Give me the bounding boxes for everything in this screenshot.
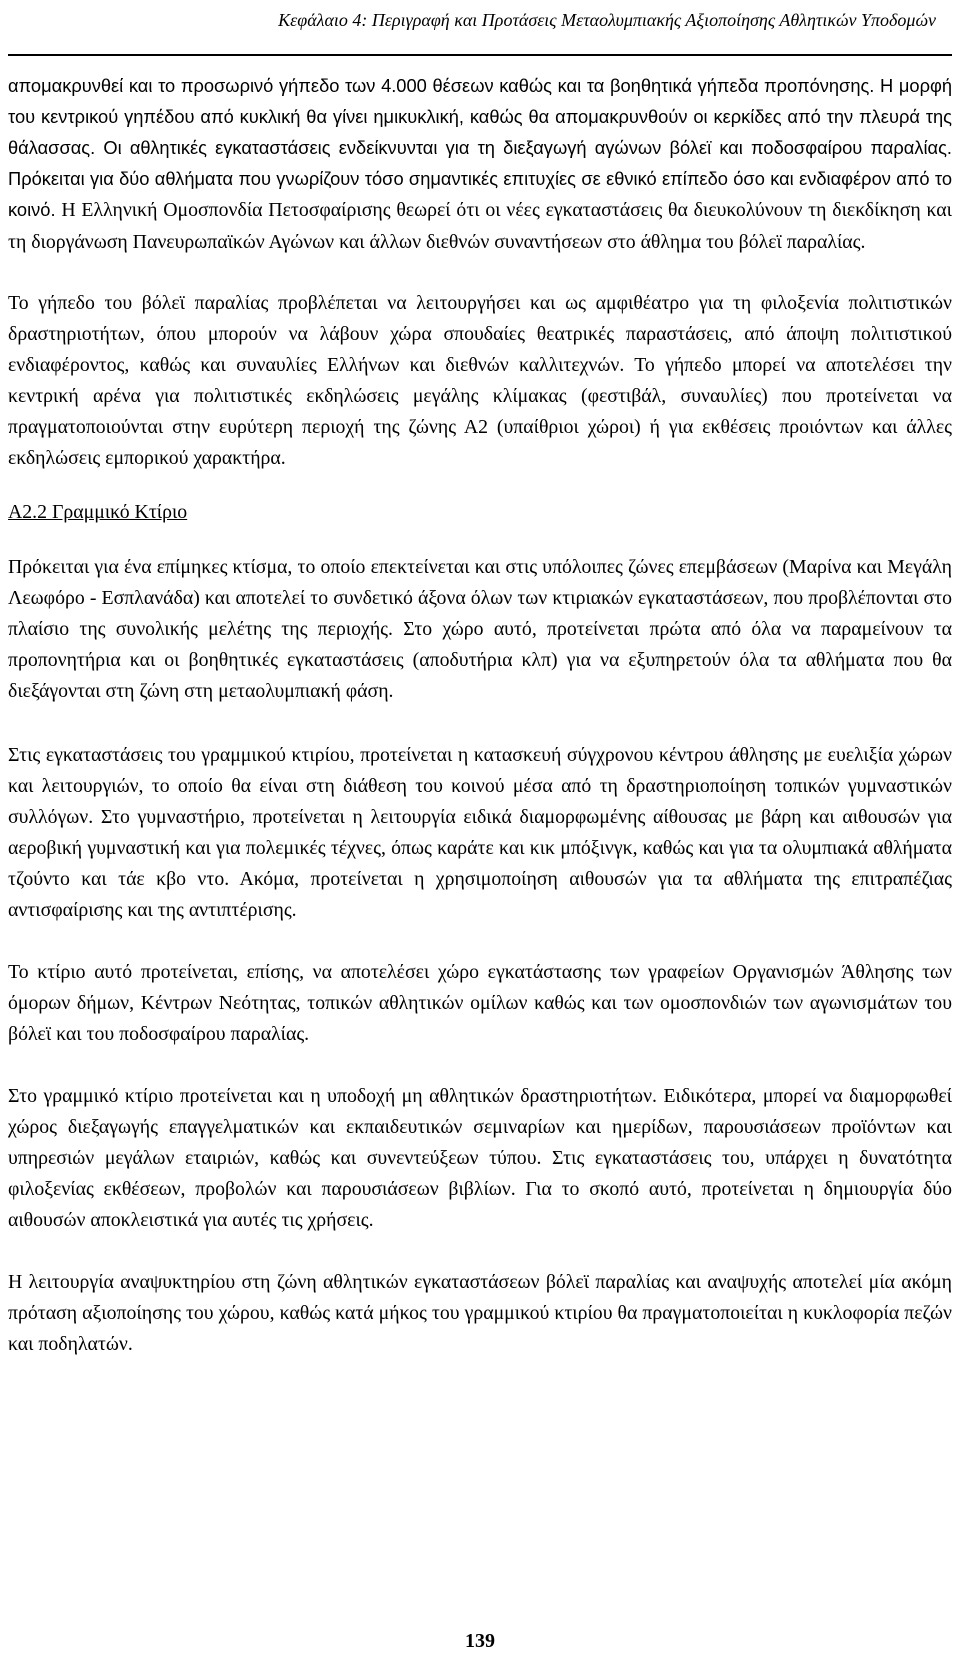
paragraph-linear-building: Πρόκειται για ένα επίμηκες κτίσμα, το οποίο επεκτείνεται και στις υπόλοιπες ζώνες επεμβάσεων (Μαρίνα και Μεγάλη Λεωφόρο - Εσπλανάδα) και αποτελεί το συνδετικό άξονα όλων των κτιριακών εγκαταστάσεων, που προβλέπονται στο πλαίσιο της συνολικής μελέτης της περιοχής. Στο χώρο αυτό, προτείνεται πρώτα από όλα να παραμείνουν τα προπονητήρια και οι βοηθητικές εγκαταστάσεις (αποδυτήρια κλπ) για να εξυπηρετούν όλα τα αθλήματα που θα διεξάγονται στη ζώνη στη μεταολυμπιακή φάση. (8, 556, 952, 702)
page-number: 139 (465, 1630, 495, 1652)
paragraph-non-sport-activities: Στο γραμμικό κτίριο προτείνεται και η υποδοχή μη αθλητικών δραστηριοτήτων. Ειδικότερα, μπορεί να διαμορφωθεί χώρος διεξαγωγής επαγγελματικών και εκπαιδευτικών σεμιναρίων και ημερίδων, παρουσιάσεων προϊόντων και υπηρεσιών μεγάλων εταιριών, καθώς και συνεντεύξεων τύπου. Στις εγκαταστάσεις του, υπάρχει η δυνατότητα φιλοξενίας εκθέσεων, προβολών και παρουσιάσεων βιβλίων. Για το σκοπό αυτό, προτείνεται η δημιουργία δύο αιθουσών αποκλειστικά για αυτές τις χρήσεις. (8, 1085, 952, 1231)
running-header: Κεφάλαιο 4: Περιγραφή και Προτάσεις Μεταολυμπιακής Αξιοποίησης Αθλητικών Υποδομών (278, 10, 936, 30)
section-heading: Α2.2 Γραμμικό Κτίριο (8, 501, 188, 523)
paragraph-text-serif: Η Ελληνική Ομοσπονδία Πετοσφαίρισης θεωρεί ότι οι νέες εγκαταστάσεις θα διευκολύνουν τη διεκδίκηση και τη διοργάνωση Πανευρωπαϊκών Αγώνων και άλλων διεθνών συναντήσεων στο άθλημα του βόλεϊ παραλίας. (8, 199, 952, 253)
paragraph-fitness-centre: Στις εγκαταστάσεις του γραμμικού κτιρίου, προτείνεται η κατασκευή σύγχρονου κέντρου άθλησης με ευελιξία χώρων και λειτουργιών, το οποίο θα είναι στη διάθεση του κοινού μέσα από τη δραστηριοποίηση τοπικών γυμναστικών συλλόγων. Στο γυμναστήριο, προτείνεται η λειτουργία ειδικά διαμορφωμένης αίθουσας με βάρη και αιθουσών για αεροβική γυμναστική και για πολεμικές τέχνες, όπως καράτε και κικ μπόξινγκ, καθώς και για τα ολυμπιακά αθλήματα τζούντο και τάε κβο ντο. Ακόμα, προτείνεται η χρησιμοποίηση αιθουσών για τα αθλήματα της επιτραπέζιας αντισφαίρισης και της αντιπτέρισης. (8, 744, 952, 921)
paragraph-refreshment: Η λειτουργία αναψυκτηρίου στη ζώνη αθλητικών εγκαταστάσεων βόλεϊ παραλίας και αναψυχής αποτελεί μία ακόμη πρόταση αξιοποίησης του χώρου, καθώς κατά μήκος του γραμμικού κτιρίου θα πραγματοποιείται η κυκλοφορία πεζών και ποδηλατών. (8, 1271, 952, 1355)
header-divider (8, 54, 952, 56)
paragraph-text-sans: απομακρυνθεί και το προσωρινό γήπεδο των 4.000 θέσεων καθώς και τα βοηθητικά γήπεδα προπόνησης. Η μορφή του κεντρικού γηπέδου από κυκλική θα γίνει ημικυκλική, καθώς θα απομακρυνθούν οι κερκίδες από την πλευρά της θάλασσας. Οι αθλητικές εγκαταστάσεις ενδείκνυνται για τη διεξαγωγή αγώνων βόλεϊ και ποδοσφαίρου παραλίας. Πρόκειται για δύο αθλήματα που γνωρίζουν τόσο σημαντικές επιτυχίες σε εθνικό επίπεδο όσο και ενδιαφέρον από το κοινό. (8, 75, 952, 220)
paragraph-offices: Το κτίριο αυτό προτείνεται, επίσης, να αποτελέσει χώρο εγκατάστασης των γραφείων Οργανισμών Άθλησης των όμορων δήμων, Κέντρων Νεότητας, τοπικών αθλητικών ομίλων καθώς και των ομοσπονδιών των αγωνισμάτων του βόλεϊ και του ποδοσφαίρου παραλίας. (8, 961, 952, 1045)
paragraph-beach-volley-venue (8, 70, 952, 258)
paragraph-amphitheatre: Το γήπεδο του βόλεϊ παραλίας προβλέπεται να λειτουργήσει και ως αμφιθέατρο για τη φιλοξενία πολιτιστικών δραστηριοτήτων, όπου μπορούν να λάβουν χώρα σπουδαίες θεατρικές παραστάσεις, από άποψη πολιτιστικού ενδιαφέροντος, καθώς και συναυλίες Ελλήνων και διεθνών καλλιτεχνών. Το γήπεδο μπορεί να αποτελέσει την κεντρική αρένα για πολιτιστικές εκδηλώσεις μεγάλης κλίμακας (φεστιβάλ, συναυλίες) που προτείνεται να πραγματοποιούνται στην ευρύτερη περιοχή της ζώνης Α2 (υπαίθριοι χώροι) ή για εκθέσεις προιόντων και άλλες εκδηλώσεις εμπορικού χαρακτήρα. (8, 292, 952, 469)
page-body (8, 70, 952, 1360)
